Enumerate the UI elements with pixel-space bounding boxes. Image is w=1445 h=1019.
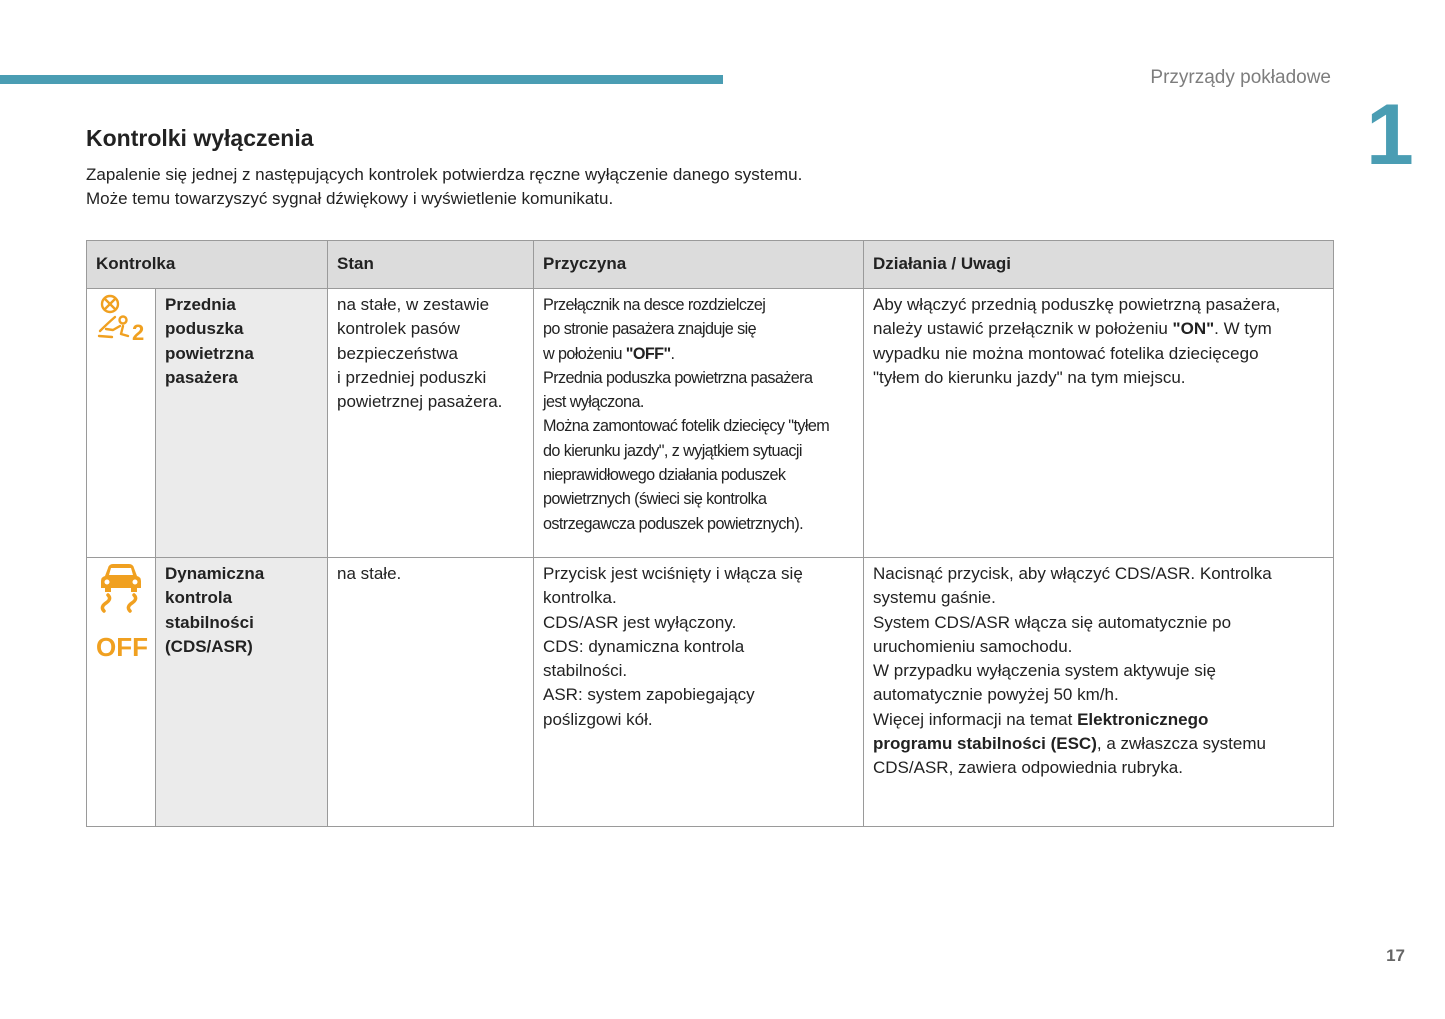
- table-row: [87, 558, 1334, 827]
- light-name: Przednia poduszka powietrzna pasażera: [156, 289, 328, 558]
- cause-cell: Przełącznik na desce rozdzielczej po stronie pasażera znajduje się w położeniu "OFF". Przednia poduszka powietrzna pasażera jest wyłączona. Można zamontować fotelik dziecięcy "tyłem do kierunku jazdy", z wyjątkiem sytuacji nieprawidłowego działania poduszek powietrznych (świeci się kontrolka ostrzegawcza poduszek powietrznych).: [534, 289, 864, 558]
- col-header-cause: Przyczyna: [534, 241, 864, 289]
- table-row: [87, 289, 1334, 558]
- page-number: 17: [1386, 946, 1405, 965]
- svg-text:2: 2: [132, 320, 145, 343]
- intro-line: Może temu towarzyszyć sygnał dźwiękowy i wyświetlenie komunikatu.: [86, 189, 614, 208]
- state-cell: na stałe, w zestawie kontrolek pasów bezpieczeństwa i przedniej poduszki powietrznej pasażera.: [328, 289, 534, 558]
- state-cell: na stałe.: [328, 558, 534, 827]
- warning-lights-table: [86, 240, 1334, 827]
- table-header-row: [87, 241, 1334, 289]
- icon-cell: [87, 289, 156, 558]
- chapter-number: 1: [1366, 87, 1414, 183]
- col-header-actions: Działania / Uwagi: [864, 241, 1334, 289]
- cause-cell: Przycisk jest wciśnięty i włącza się kontrolka. CDS/ASR jest wyłączony. CDS: dynamiczna kontrola stabilności. ASR: system zapobiegający poślizgowi kół.: [534, 558, 864, 827]
- section-title: Przyrządy pokładowe: [1150, 67, 1331, 88]
- header-accent-bar: [0, 75, 723, 84]
- col-header-state: Stan: [328, 241, 534, 289]
- off-label: OFF: [96, 632, 148, 662]
- actions-cell: Aby włączyć przednią poduszkę powietrzną pasażera, należy ustawić przełącznik w położeniu "ON". W tym wypadku nie można montować fotelika dziecięcego "tyłem do kierunku jazdy" na tym miejscu.: [864, 289, 1334, 558]
- airbag-off-passenger-icon: [96, 293, 148, 343]
- actions-cell: Nacisnąć przycisk, aby włączyć CDS/ASR. Kontrolka systemu gaśnie. System CDS/ASR włącza się automatycznie po uruchomieniu samochodu. W przypadku wyłączenia system aktywuje się automatycznie powyżej 50 km/h. Więcej informacji na temat Elektronicznego programu stabilności (ESC), a zwłaszcza systemu CDS/ASR, zawiera odpowiednia rubryka.: [864, 558, 1334, 827]
- light-name: Dynamiczna kontrola stabilności (CDS/ASR): [156, 558, 328, 827]
- icon-cell: [87, 558, 156, 827]
- col-header-light: Kontrolka: [87, 241, 328, 289]
- stability-control-off-icon: [96, 562, 146, 640]
- intro-text: [86, 163, 802, 211]
- intro-line: Zapalenie się jednej z następujących kontrolek potwierdza ręczne wyłączenie danego systemu.: [86, 165, 803, 184]
- page-title: Kontrolki wyłączenia: [86, 125, 314, 151]
